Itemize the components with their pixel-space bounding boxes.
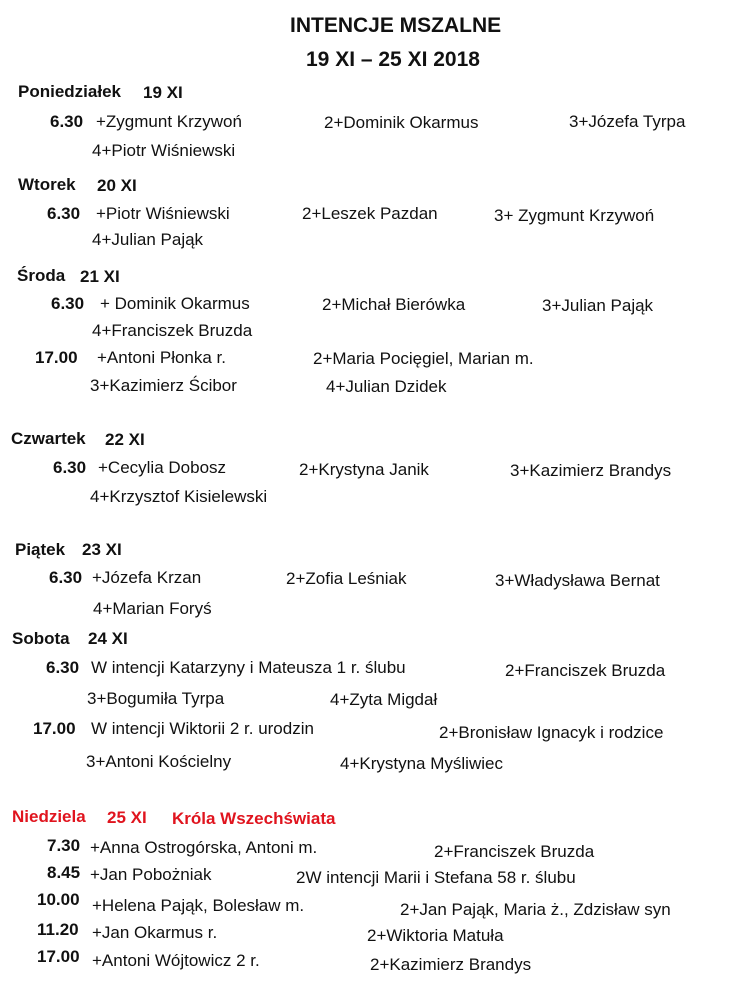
intention-1: +Antoni Płonka r.	[97, 348, 227, 367]
intention-1: W intencji Katarzyny i Mateusza 1 r. ślubu	[91, 658, 406, 677]
day-heading-monday: Poniedziałek	[18, 82, 121, 101]
intention-2: 2+Kazimierz Brandys	[370, 955, 532, 974]
intention-2: 2+Franciszek Bruzda	[505, 661, 666, 680]
day-heading-tuesday: Wtorek	[18, 175, 76, 194]
mass-time: 8.45	[47, 863, 81, 882]
intention-4: 4+Marian Foryś	[93, 599, 212, 618]
intention-2: 2+Wiktoria Matuła	[367, 926, 504, 945]
mass-time: 6.30	[53, 458, 87, 477]
day-heading-wednesday: Środa	[17, 266, 66, 285]
intention-4: 4+Julian Dzidek	[326, 377, 447, 396]
intention-4: 4+Krzysztof Kisielewski	[90, 487, 268, 506]
intention-3: 3+Kazimierz Brandys	[510, 461, 672, 480]
intention-1: +Helena Pająk, Bolesław m.	[92, 896, 305, 915]
mass-time: 6.30	[51, 294, 85, 313]
intention-1: +Jan Okarmus r.	[92, 923, 218, 942]
intention-1: +Anna Ostrogórska, Antoni m.	[90, 838, 318, 857]
title-line-2: 19 XI – 25 XI 2018	[306, 48, 480, 71]
intention-4: 4+Franciszek Bruzda	[92, 321, 253, 340]
mass-time: 6.30	[49, 568, 83, 587]
intention-3: 3+ Zygmunt Krzywoń	[494, 206, 655, 225]
intention-4: 4+Piotr Wiśniewski	[92, 141, 236, 160]
intention-3: 3+Bogumiła Tyrpa	[87, 689, 225, 708]
day-heading-saturday: Sobota	[12, 629, 70, 648]
mass-time: 17.00	[33, 719, 76, 738]
intention-2: 2+Michał Bierówka	[322, 295, 466, 314]
title-line-1: INTENCJE MSZALNE	[290, 14, 502, 37]
mass-time: 17.00	[35, 348, 78, 367]
intention-3: 3+Kazimierz Ścibor	[90, 376, 237, 395]
intention-3: 3+Józefa Tyrpa	[569, 112, 686, 131]
mass-time: 6.30	[46, 658, 80, 677]
intention-4: 4+Julian Pająk	[92, 230, 204, 249]
mass-time: 7.30	[47, 836, 81, 855]
day-heading-sunday: Niedziela	[12, 807, 86, 826]
intention-1: +Józefa Krzan	[92, 568, 202, 587]
intention-2: 2+Leszek Pazdan	[302, 204, 438, 223]
intention-1: W intencji Wiktorii 2 r. urodzin	[91, 719, 314, 738]
day-date-monday: 19 XI	[143, 83, 183, 102]
intention-2: 2+Jan Pająk, Maria ż., Zdzisław syn	[400, 900, 671, 919]
day-heading-thursday: Czwartek	[11, 429, 86, 448]
intention-2: 2+Zofia Leśniak	[286, 569, 407, 588]
day-date-wednesday: 21 XI	[80, 267, 120, 286]
day-heading-friday: Piątek	[15, 540, 66, 559]
intention-4: 4+Krystyna Myśliwiec	[340, 754, 503, 773]
intention-2: 2+Krystyna Janik	[299, 460, 429, 479]
intention-1: +Antoni Wójtowicz 2 r.	[92, 951, 260, 970]
intention-4: 4+Zyta Migdał	[330, 690, 438, 709]
mass-time: 10.00	[37, 890, 80, 909]
intention-1: + Dominik Okarmus	[100, 294, 250, 313]
intention-1: +Piotr Wiśniewski	[96, 204, 230, 223]
mass-time: 6.30	[50, 112, 84, 131]
day-date-thursday: 22 XI	[105, 430, 145, 449]
intention-2: 2+Bronisław Ignacyk i rodzice	[439, 723, 664, 742]
intention-1: +Cecylia Dobosz	[98, 458, 227, 477]
intention-1: +Zygmunt Krzywoń	[96, 112, 242, 131]
day-date-sunday: 25 XI	[107, 808, 147, 827]
mass-time: 17.00	[37, 947, 80, 966]
intention-2: 2W intencji Marii i Stefana 58 r. ślubu	[296, 868, 576, 887]
day-date-friday: 23 XI	[82, 540, 122, 559]
intention-3: 3+Julian Pająk	[542, 296, 654, 315]
intention-2: 2+Franciszek Bruzda	[434, 842, 595, 861]
intention-1: +Jan Pobożniak	[90, 865, 212, 884]
intention-3: 3+Władysława Bernat	[495, 571, 660, 590]
intention-2: 2+Dominik Okarmus	[324, 113, 479, 132]
day-date-tuesday: 20 XI	[97, 176, 137, 195]
feast-name: Króla Wszechświata	[172, 809, 336, 828]
mass-time: 6.30	[47, 204, 81, 223]
day-date-saturday: 24 XI	[88, 629, 128, 648]
intention-3: 3+Antoni Kościelny	[86, 752, 232, 771]
intention-2: 2+Maria Pocięgiel, Marian m.	[313, 349, 534, 368]
mass-time: 11.20	[37, 920, 79, 939]
